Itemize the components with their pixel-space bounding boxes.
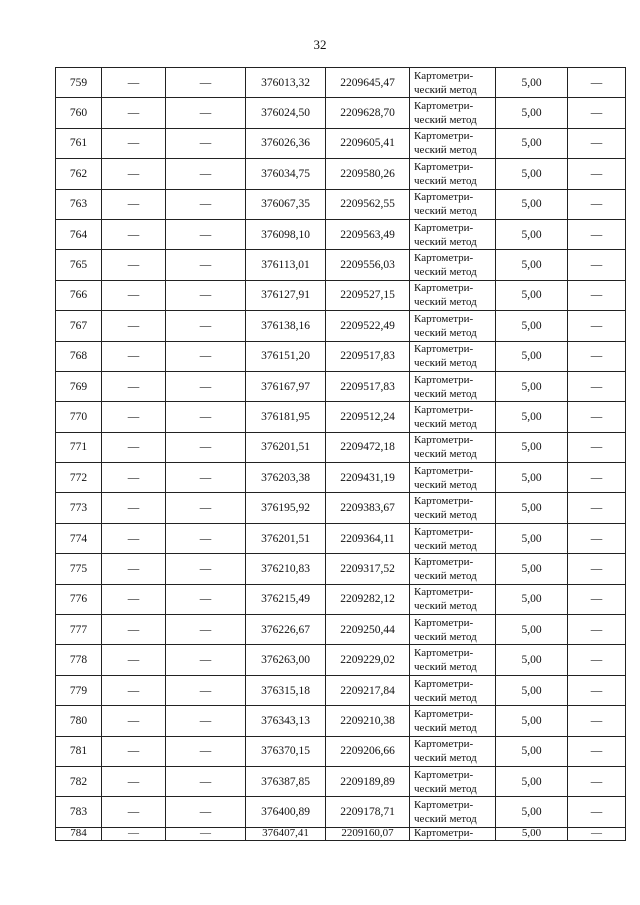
- accuracy-cell: 5,00: [496, 615, 568, 645]
- coord-x-cell: 376315,18: [246, 675, 326, 705]
- dash-cell-a: —: [102, 736, 166, 766]
- method-cell: Картометри-ческий метод: [410, 766, 496, 796]
- accuracy-cell: 5,00: [496, 68, 568, 98]
- dash-cell-b: —: [166, 584, 246, 614]
- coord-y-cell: 2209189,89: [326, 766, 410, 796]
- dash-cell-b: —: [166, 463, 246, 493]
- table-row: [56, 250, 626, 280]
- dash-cell-a: —: [102, 219, 166, 249]
- point-number-cell: 782: [56, 766, 102, 796]
- accuracy-cell: 5,00: [496, 706, 568, 736]
- table-row: [56, 189, 626, 219]
- table-row: [56, 159, 626, 189]
- method-cell: Картометри-ческий метод: [410, 402, 496, 432]
- coord-y-cell: 2209282,12: [326, 584, 410, 614]
- coord-y-cell: 2209527,15: [326, 280, 410, 310]
- coord-x-cell: 376024,50: [246, 98, 326, 128]
- point-number-cell: 770: [56, 402, 102, 432]
- dash-cell-a: —: [102, 98, 166, 128]
- coord-x-cell: 376067,35: [246, 189, 326, 219]
- table-row: [56, 554, 626, 584]
- point-number-cell: 762: [56, 159, 102, 189]
- coord-x-cell: 376113,01: [246, 250, 326, 280]
- coord-y-cell: 2209517,83: [326, 371, 410, 401]
- table-row: [56, 584, 626, 614]
- accuracy-cell: 5,00: [496, 402, 568, 432]
- coord-x-cell: 376210,83: [246, 554, 326, 584]
- dash-cell-b: —: [166, 675, 246, 705]
- point-number-cell: 771: [56, 432, 102, 462]
- coord-y-cell: 2209522,49: [326, 311, 410, 341]
- note-cell: —: [568, 280, 626, 310]
- dash-cell-a: —: [102, 341, 166, 371]
- coord-y-cell: 2209250,44: [326, 615, 410, 645]
- method-cell: Картометри-ческий метод: [410, 189, 496, 219]
- point-number-cell: 773: [56, 493, 102, 523]
- dash-cell-a: —: [102, 128, 166, 158]
- method-cell: Картометри-ческий метод: [410, 68, 496, 98]
- accuracy-cell: 5,00: [496, 341, 568, 371]
- coord-y-cell: 2209556,03: [326, 250, 410, 280]
- dash-cell-b: —: [166, 311, 246, 341]
- note-cell: —: [568, 463, 626, 493]
- note-cell: —: [568, 675, 626, 705]
- point-number-cell: 761: [56, 128, 102, 158]
- coord-y-cell: 2209160,07: [326, 827, 410, 840]
- accuracy-cell: 5,00: [496, 98, 568, 128]
- dash-cell-b: —: [166, 280, 246, 310]
- point-number-cell: 774: [56, 523, 102, 553]
- dash-cell-a: —: [102, 371, 166, 401]
- accuracy-cell: 5,00: [496, 128, 568, 158]
- dash-cell-b: —: [166, 68, 246, 98]
- coord-x-cell: 376370,15: [246, 736, 326, 766]
- coordinates-table: [55, 67, 626, 841]
- point-number-cell: 768: [56, 341, 102, 371]
- point-number-cell: 777: [56, 615, 102, 645]
- coord-y-cell: 2209364,11: [326, 523, 410, 553]
- accuracy-cell: 5,00: [496, 280, 568, 310]
- coord-x-cell: 376181,95: [246, 402, 326, 432]
- accuracy-cell: 5,00: [496, 736, 568, 766]
- table-row: [56, 402, 626, 432]
- method-cell: Картометри-ческий метод: [410, 250, 496, 280]
- coord-x-cell: 376151,20: [246, 341, 326, 371]
- coord-x-cell: 376203,38: [246, 463, 326, 493]
- accuracy-cell: 5,00: [496, 311, 568, 341]
- accuracy-cell: 5,00: [496, 493, 568, 523]
- coord-y-cell: 2209210,38: [326, 706, 410, 736]
- accuracy-cell: 5,00: [496, 371, 568, 401]
- accuracy-cell: 5,00: [496, 159, 568, 189]
- dash-cell-b: —: [166, 827, 246, 840]
- accuracy-cell: 5,00: [496, 554, 568, 584]
- note-cell: —: [568, 523, 626, 553]
- point-number-cell: 766: [56, 280, 102, 310]
- method-cell: Картометри-ческий метод: [410, 463, 496, 493]
- dash-cell-a: —: [102, 432, 166, 462]
- table-row: [56, 371, 626, 401]
- method-cell: Картометри-ческий метод: [410, 523, 496, 553]
- note-cell: —: [568, 219, 626, 249]
- dash-cell-b: —: [166, 159, 246, 189]
- coord-x-cell: 376226,67: [246, 615, 326, 645]
- coord-y-cell: 2209563,49: [326, 219, 410, 249]
- accuracy-cell: 5,00: [496, 584, 568, 614]
- note-cell: —: [568, 736, 626, 766]
- dash-cell-b: —: [166, 432, 246, 462]
- coord-x-cell: 376127,91: [246, 280, 326, 310]
- table-row: [56, 797, 626, 827]
- table-row: [56, 615, 626, 645]
- point-number-cell: 769: [56, 371, 102, 401]
- point-number-cell: 780: [56, 706, 102, 736]
- coord-y-cell: 2209512,24: [326, 402, 410, 432]
- table-row: [56, 68, 626, 98]
- dash-cell-b: —: [166, 523, 246, 553]
- point-number-cell: 775: [56, 554, 102, 584]
- table-row: [56, 706, 626, 736]
- coord-y-cell: 2209383,67: [326, 493, 410, 523]
- dash-cell-b: —: [166, 797, 246, 827]
- dash-cell-b: —: [166, 493, 246, 523]
- method-cell: Картометри-ческий метод: [410, 706, 496, 736]
- coord-y-cell: 2209562,55: [326, 189, 410, 219]
- dash-cell-a: —: [102, 797, 166, 827]
- table-row: [56, 463, 626, 493]
- dash-cell-a: —: [102, 706, 166, 736]
- dash-cell-b: —: [166, 371, 246, 401]
- dash-cell-a: —: [102, 250, 166, 280]
- dash-cell-b: —: [166, 341, 246, 371]
- note-cell: —: [568, 615, 626, 645]
- method-cell: Картометри-ческий метод: [410, 736, 496, 766]
- point-number-cell: 764: [56, 219, 102, 249]
- method-cell: Картометри-ческий метод: [410, 128, 496, 158]
- point-number-cell: 779: [56, 675, 102, 705]
- table-row: [56, 766, 626, 796]
- table-body: [56, 68, 626, 841]
- table-row: [56, 493, 626, 523]
- coord-x-cell: 376026,36: [246, 128, 326, 158]
- coord-x-cell: 376034,75: [246, 159, 326, 189]
- dash-cell-a: —: [102, 584, 166, 614]
- note-cell: —: [568, 584, 626, 614]
- table-row: [56, 736, 626, 766]
- coord-x-cell: 376263,00: [246, 645, 326, 675]
- coord-x-cell: 376195,92: [246, 493, 326, 523]
- note-cell: —: [568, 128, 626, 158]
- note-cell: —: [568, 402, 626, 432]
- method-cell: Картометри-ческий метод: [410, 219, 496, 249]
- dash-cell-a: —: [102, 159, 166, 189]
- accuracy-cell: 5,00: [496, 189, 568, 219]
- coord-y-cell: 2209229,02: [326, 645, 410, 675]
- dash-cell-b: —: [166, 189, 246, 219]
- coord-x-cell: 376201,51: [246, 432, 326, 462]
- table-row: [56, 523, 626, 553]
- note-cell: —: [568, 250, 626, 280]
- point-number-cell: 781: [56, 736, 102, 766]
- point-number-cell: 778: [56, 645, 102, 675]
- method-cell: Картометри-ческий метод: [410, 159, 496, 189]
- coord-y-cell: 2209206,66: [326, 736, 410, 766]
- dash-cell-a: —: [102, 554, 166, 584]
- coord-x-cell: 376201,51: [246, 523, 326, 553]
- point-number-cell: 783: [56, 797, 102, 827]
- accuracy-cell: 5,00: [496, 675, 568, 705]
- dash-cell-a: —: [102, 280, 166, 310]
- note-cell: —: [568, 493, 626, 523]
- coord-x-cell: 376400,89: [246, 797, 326, 827]
- coord-y-cell: 2209317,52: [326, 554, 410, 584]
- dash-cell-b: —: [166, 706, 246, 736]
- dash-cell-a: —: [102, 827, 166, 840]
- note-cell: —: [568, 827, 626, 840]
- method-cell: Картометри-ческий метод: [410, 432, 496, 462]
- note-cell: —: [568, 645, 626, 675]
- coord-y-cell: 2209472,18: [326, 432, 410, 462]
- table-row: [56, 98, 626, 128]
- coord-x-cell: 376098,10: [246, 219, 326, 249]
- dash-cell-b: —: [166, 766, 246, 796]
- point-number-cell: 776: [56, 584, 102, 614]
- note-cell: —: [568, 341, 626, 371]
- method-cell: Картометри-: [410, 827, 496, 840]
- method-cell: Картометри-ческий метод: [410, 615, 496, 645]
- dash-cell-b: —: [166, 128, 246, 158]
- point-number-cell: 763: [56, 189, 102, 219]
- method-cell: Картометри-ческий метод: [410, 280, 496, 310]
- note-cell: —: [568, 98, 626, 128]
- coord-y-cell: 2209217,84: [326, 675, 410, 705]
- coord-y-cell: 2209605,41: [326, 128, 410, 158]
- point-number-cell: 765: [56, 250, 102, 280]
- dash-cell-a: —: [102, 402, 166, 432]
- table-row: [56, 341, 626, 371]
- dash-cell-b: —: [166, 402, 246, 432]
- accuracy-cell: 5,00: [496, 219, 568, 249]
- note-cell: —: [568, 189, 626, 219]
- point-number-cell: 767: [56, 311, 102, 341]
- page-number: 32: [313, 37, 327, 52]
- note-cell: —: [568, 371, 626, 401]
- method-cell: Картометри-ческий метод: [410, 98, 496, 128]
- dash-cell-b: —: [166, 98, 246, 128]
- accuracy-cell: 5,00: [496, 250, 568, 280]
- note-cell: —: [568, 797, 626, 827]
- method-cell: Картометри-ческий метод: [410, 645, 496, 675]
- dash-cell-a: —: [102, 463, 166, 493]
- accuracy-cell: 5,00: [496, 797, 568, 827]
- method-cell: Картометри-ческий метод: [410, 493, 496, 523]
- dash-cell-a: —: [102, 68, 166, 98]
- dash-cell-b: —: [166, 615, 246, 645]
- note-cell: —: [568, 706, 626, 736]
- note-cell: —: [568, 432, 626, 462]
- coord-x-cell: 376407,41: [246, 827, 326, 840]
- dash-cell-a: —: [102, 645, 166, 675]
- table-row: [56, 645, 626, 675]
- coord-y-cell: 2209517,83: [326, 341, 410, 371]
- point-number-cell: 784: [56, 827, 102, 840]
- dash-cell-a: —: [102, 493, 166, 523]
- dash-cell-a: —: [102, 311, 166, 341]
- coord-y-cell: 2209628,70: [326, 98, 410, 128]
- accuracy-cell: 5,00: [496, 645, 568, 675]
- dash-cell-b: —: [166, 645, 246, 675]
- accuracy-cell: 5,00: [496, 766, 568, 796]
- note-cell: —: [568, 554, 626, 584]
- dash-cell-a: —: [102, 615, 166, 645]
- table-row: [56, 827, 626, 840]
- point-number-cell: 759: [56, 68, 102, 98]
- method-cell: Картометри-ческий метод: [410, 371, 496, 401]
- coord-x-cell: 376215,49: [246, 584, 326, 614]
- coord-x-cell: 376138,16: [246, 311, 326, 341]
- dash-cell-a: —: [102, 523, 166, 553]
- table-row: [56, 675, 626, 705]
- dash-cell-b: —: [166, 736, 246, 766]
- dash-cell-a: —: [102, 189, 166, 219]
- point-number-cell: 772: [56, 463, 102, 493]
- table-row: [56, 432, 626, 462]
- coord-y-cell: 2209645,47: [326, 68, 410, 98]
- table-row: [56, 311, 626, 341]
- coord-x-cell: 376343,13: [246, 706, 326, 736]
- coord-x-cell: 376387,85: [246, 766, 326, 796]
- dash-cell-b: —: [166, 554, 246, 584]
- coord-y-cell: 2209178,71: [326, 797, 410, 827]
- coord-x-cell: 376167,97: [246, 371, 326, 401]
- method-cell: Картометри-ческий метод: [410, 797, 496, 827]
- point-number-cell: 760: [56, 98, 102, 128]
- method-cell: Картометри-ческий метод: [410, 675, 496, 705]
- dash-cell-b: —: [166, 250, 246, 280]
- table-row: [56, 280, 626, 310]
- method-cell: Картометри-ческий метод: [410, 584, 496, 614]
- dash-cell-a: —: [102, 766, 166, 796]
- method-cell: Картометри-ческий метод: [410, 341, 496, 371]
- dash-cell-a: —: [102, 675, 166, 705]
- note-cell: —: [568, 159, 626, 189]
- accuracy-cell: 5,00: [496, 827, 568, 840]
- coord-y-cell: 2209431,19: [326, 463, 410, 493]
- accuracy-cell: 5,00: [496, 463, 568, 493]
- coord-y-cell: 2209580,26: [326, 159, 410, 189]
- coord-x-cell: 376013,32: [246, 68, 326, 98]
- note-cell: —: [568, 311, 626, 341]
- method-cell: Картометри-ческий метод: [410, 311, 496, 341]
- table-row: [56, 128, 626, 158]
- accuracy-cell: 5,00: [496, 432, 568, 462]
- note-cell: —: [568, 766, 626, 796]
- table-row: [56, 219, 626, 249]
- accuracy-cell: 5,00: [496, 523, 568, 553]
- note-cell: —: [568, 68, 626, 98]
- dash-cell-b: —: [166, 219, 246, 249]
- method-cell: Картометри-ческий метод: [410, 554, 496, 584]
